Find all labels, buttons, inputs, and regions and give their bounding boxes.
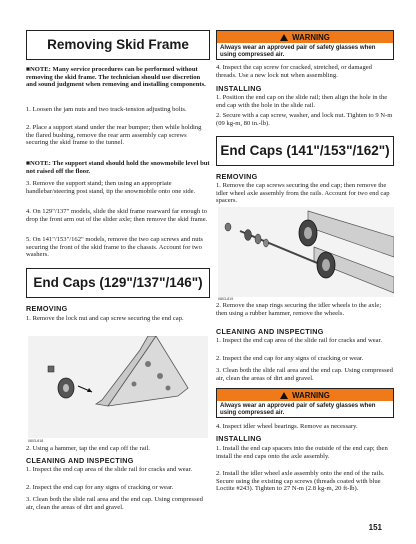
step-inspect-cap-screw: 4. Inspect the cap screw for cracked, stretched, or damaged threads. Use a new lock nut when assembling. bbox=[216, 64, 372, 79]
note-label: ■NOTE: bbox=[26, 160, 51, 167]
section-title-text: End Caps (141"/153"/162") bbox=[220, 143, 390, 158]
end-cap-photo bbox=[28, 336, 208, 438]
warning-text: Always wear an approved pair of safety glasses when using compressed air. bbox=[220, 402, 376, 417]
step-remove-support-stand: 3. Remove the support stand; then using an appropriate handlebar/steering post stand, tip the snowmobile onto one side. bbox=[26, 180, 196, 195]
warning-header bbox=[217, 31, 393, 43]
heading-cleaning-inspecting: CLEANING AND INSPECTING bbox=[216, 327, 324, 336]
section-title-text: Removing Skid Frame bbox=[47, 37, 189, 52]
step-inspect-slide-rail: 1. Inspect the end cap area of the slide rail for cracks and wear. bbox=[216, 337, 383, 344]
heading-installing: INSTALLING bbox=[216, 84, 262, 93]
warning-text: Always wear an approved pair of safety glasses when using compressed air. bbox=[220, 44, 376, 59]
warning-icon bbox=[280, 34, 288, 41]
note-text: Many service procedures can be performed without removing the skid frame. The technician should use discretion and sound judgment when removing and installing components. bbox=[26, 66, 206, 89]
step-install-axle-assembly: 2. Install the idler wheel axle assembly onto the end of the rails. Secure using the existing cap screws (threads coated with blue Loctite #243). Tighten to 27 N-m (2.8 kg-m, 20 ft-lb). bbox=[216, 470, 385, 493]
note-support-stand bbox=[26, 160, 210, 175]
heading-removing: REMOVING bbox=[216, 172, 258, 181]
step-tap-end-cap: 2. Using a hammer, tap the end cap off the rail. bbox=[26, 445, 150, 452]
warning-header bbox=[217, 389, 393, 401]
step-inspect-bearings: 4. Inspect idler wheel bearings. Remove as necessary. bbox=[216, 423, 358, 430]
step-clean-areas: 3. Clean both the slide rail area and the end cap. Using compressed air, clean the areas of dirt and gravel. bbox=[26, 496, 203, 511]
warning-box-safety-glasses-2 bbox=[216, 388, 394, 418]
section-title-end-caps-short bbox=[26, 268, 210, 298]
figure-code: 0803-818 bbox=[28, 439, 44, 443]
page-number: 151 bbox=[368, 523, 382, 532]
step-place-support-stand: 2. Place a support stand under the rear bumper; then while holding the flared bushing, remove the rear arm assembly cap screws securing the skid frame to the tunnel. bbox=[26, 124, 202, 147]
heading-installing: INSTALLING bbox=[216, 434, 262, 443]
step-remove-lock-nut: 1. Remove the lock nut and cap screw securing the end cap. bbox=[26, 315, 184, 322]
heading-cleaning-inspecting: CLEANING AND INSPECTING bbox=[26, 456, 134, 465]
step-inspect-end-cap: 2. Inspect the end cap for any signs of cracking or wear. bbox=[26, 484, 174, 491]
step-inspect-slide-rail: 1. Inspect the end cap area of the slide rail for cracks and wear. bbox=[26, 466, 193, 473]
note-removing-components bbox=[26, 66, 210, 89]
warning-icon bbox=[280, 392, 288, 399]
warning-label: WARNING bbox=[292, 32, 330, 42]
section-title-text: End Caps (129"/137"/146") bbox=[33, 275, 203, 290]
step-remove-cap-screws: 5. On 141"/153"/162" models, remove the two cap screws and nuts securing the front of the skid frame to the chassis. Account for two washers. bbox=[26, 236, 203, 259]
step-secure-cap-screw: 2. Secure with a cap screw, washer, and lock nut. Tighten to 9 N-m (09 kg-m, 80 in.-lb). bbox=[216, 112, 393, 127]
warning-box-safety-glasses bbox=[216, 30, 394, 60]
step-inspect-end-cap: 2. Inspect the end cap for any signs of cracking or wear. bbox=[216, 355, 364, 362]
step-install-spacers: 1. Install the end cap spacers into the outside of the end cap; then install the end caps onto the axle assembly. bbox=[216, 445, 388, 460]
idler-axle-photo bbox=[218, 207, 394, 297]
section-title-end-caps-long bbox=[216, 136, 394, 166]
note-text: The support stand should hold the snowmobile level but not raised off the floor. bbox=[26, 160, 210, 175]
warning-label: WARNING bbox=[292, 390, 330, 400]
step-remove-snap-rings: 2. Remove the snap rings securing the idler wheels to the axle; then using a rubber hammer, remove the wheels. bbox=[216, 302, 382, 317]
step-remove-idler-axle: 1. Remove the cap screws securing the end cap; then remove the idler wheel axle assembly from the rails. Account for two end cap spacers. bbox=[216, 182, 390, 205]
step-clean-areas: 3. Clean both the slide rail area and the end cap. Using compressed air, clean the areas of dirt and gravel. bbox=[216, 367, 393, 382]
step-slide-skid-frame: 4. On 129"/137" models, slide the skid frame rearward far enough to drop the front arm out of the slider axle; then remove the skid frame. bbox=[26, 208, 208, 223]
step-position-end-cap: 1. Position the end cap on the slide rail; then align the hole in the end cap with the hole in the slide rail. bbox=[216, 94, 388, 109]
heading-removing: REMOVING bbox=[26, 304, 68, 313]
step-loosen-jam-nuts: 1. Loosen the jam nuts and two track-tension adjusting bolts. bbox=[26, 106, 187, 113]
note-label: ■NOTE: bbox=[26, 66, 51, 73]
section-title-removing-skid-frame bbox=[26, 30, 210, 60]
figure-code: 0803-819 bbox=[218, 297, 234, 301]
